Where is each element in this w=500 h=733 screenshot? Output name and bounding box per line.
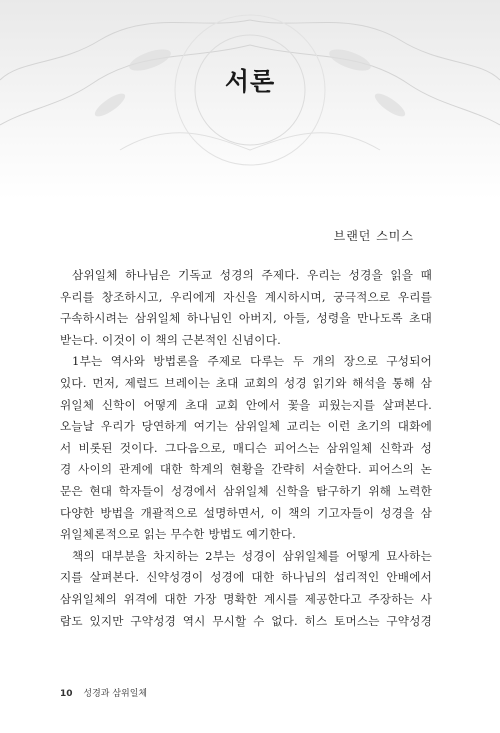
text-line: 오늘날 우리가 당연하게 여기는 삼위일체 교리는 이런 초기의 대화에 <box>60 419 432 434</box>
text-line: 삼위일체의 위격에 대한 가장 명확한 계시를 제공한다고 주장하는 사 <box>60 591 432 606</box>
chapter-title: 서론 <box>224 67 276 96</box>
body-text <box>60 265 432 632</box>
text-line: 다양한 방법을 개괄적으로 설명하면서, 이 책의 기고자들이 성경을 삼 <box>60 505 432 520</box>
text-line: 지를 살펴본다. 신약성경이 성경에 대한 하나님의 섭리적인 안배에서 <box>60 570 432 585</box>
text-line: 받는다. 이것이 이 책의 근본적인 신념이다. <box>60 332 281 347</box>
text-line: 위일체론적으로 읽는 무수한 방법도 예기한다. <box>60 527 297 542</box>
text-line: 경 사이의 관계에 대한 학계의 현황을 간략히 서술한다. 피어스의 논 <box>60 462 432 477</box>
text-line: 1부는 역사와 방법론을 주제로 다루는 두 개의 장으로 구성되어 <box>72 354 432 369</box>
text-line: 람도 있지만 구약성경 역시 무시할 수 없다. 히스 토머스는 구약성경 <box>60 613 432 628</box>
running-title: 성경과 삼위일체 <box>83 689 148 699</box>
text-line: 삼위일체 하나님은 기독교 성경의 주제다. 우리는 성경을 읽을 때 <box>72 268 432 282</box>
text-line: 구속하시려는 삼위일체 하나님인 아버지, 아들, 성령을 만나도록 초대 <box>60 311 432 326</box>
text-line: 우리를 창조하시고, 우리에게 자신을 계시하시며, 궁극적으로 우리를 <box>60 289 432 304</box>
text-line: 위일체 신학이 어떻게 초대 교회 안에서 꽃을 피웠는지를 살펴본다. <box>60 397 432 412</box>
decorative-ornament-icon <box>0 0 500 200</box>
text-line: 있다. 먼저, 제럴드 브레이는 초대 교회의 성경 읽기와 해석을 통해 삼 <box>60 375 432 390</box>
chapter-header-background <box>0 0 500 200</box>
chapter-author: 브랜던 스미스 <box>333 229 414 243</box>
text-line: 책의 대부분을 차지하는 2부는 성경이 삼위일체를 어떻게 묘사하는 <box>72 548 432 563</box>
page-number: 10 <box>60 689 73 699</box>
page-footer <box>60 686 147 699</box>
text-line: 서 비롯된 것이다. 그다음으로, 매디슨 피어스는 삼위일체 신학과 성 <box>60 440 432 455</box>
text-line: 문은 현대 학자들이 성경에서 삼위일체 신학을 탐구하기 위해 노력한 <box>60 483 432 498</box>
